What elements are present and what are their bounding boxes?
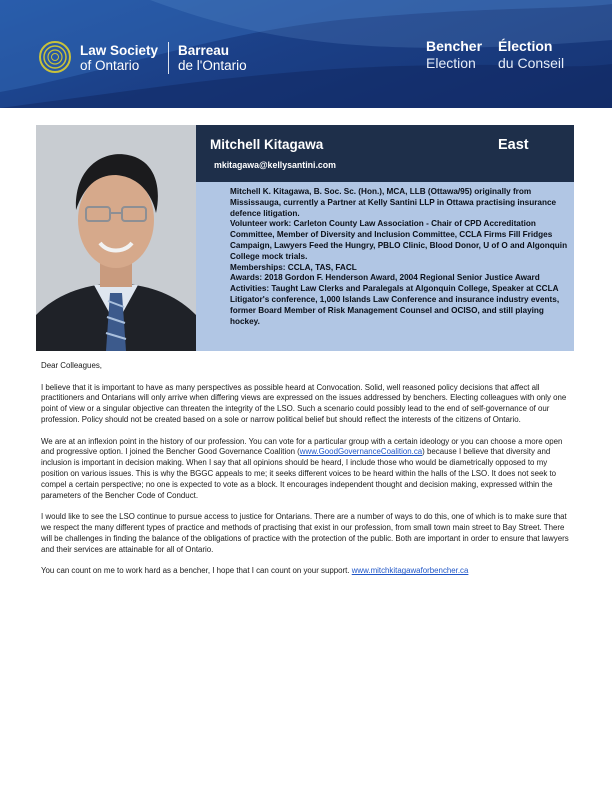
candidate-profile (36, 125, 574, 351)
bio-summary: Mitchell K. Kitagawa, B. Soc. Sc. (Hon.), MCA, LLB (Ottawa/95) originally from Mississauga, currently a Partner at Kelly Santini LLP in Ottawa practising insurance defence litigation. (230, 187, 557, 218)
candidate-email: mkitagawa@kellysantini.com (214, 160, 337, 170)
bencher-election-english (426, 38, 482, 72)
lso-fr-line2: de l'Ontario (178, 58, 247, 73)
letter-paragraph-1: I believe that it is important to have as many perspectives as possible heard at Convocation. Solid, well reasoned policy decisions that affect all practitioners and Ontarians will only arrive when differing views are expressed on the issues addressed by benchers. Electing colleagues with only one point of view or a singular objective can threaten the integrity of the LSO. Such a scenario could possibly lead to the end of self-governance of our profession. Policy should not be created based on a sole or narrow political belief but should reflect the interests of the citizens of Ontario. (41, 382, 567, 424)
bio-memberships: Memberships: CCLA, TAS, FACL (230, 262, 357, 272)
letter-paragraph-3: I would like to see the LSO continue to pursue access to justice for Ontarians. There are a number of ways to do this, one of which is to make sure that we respect the many different types of practice and methods of practising that exist in our profession, from small town main street to Bay Street. There will be challenges in finding the balance of the obligations of practice with the protection of the public. Both are important in order to ensure that lawyers and their services are attainable for all of Ontario. (41, 512, 569, 554)
candidate-bio-panel (196, 182, 574, 351)
lso-en-line1: Law Society (80, 43, 159, 58)
letter-closing (41, 566, 569, 577)
logo-divider (168, 42, 169, 74)
lso-fr-line1: Barreau (178, 43, 230, 58)
candidate-portrait-image (36, 125, 196, 351)
p2-text-1: We are at an inflexion point in the history of our profession. You can vote for a particular group with a certain ideology or you can choose a more open and progressive option. I joined the Bencher Good Governance Coalition ( (41, 436, 563, 457)
candidate-name-bar (196, 125, 574, 182)
bio-volunteer: Volunteer work: Carleton County Law Association - Chair of CPD Accreditation Committee, Member of Diversity and Inclusion Committee, CCLA Firms Fill Fridges Campaign, Lawyers Feed the Hungry, PBLO Clinic, Blood Donor, U of O and Algonquin College mock trials. (230, 219, 568, 261)
p2-text-2: ) because I believe that diversity and inclusion is important in decision making. When I say that all opinions should be heard, I include those who would be diametrically opposed to my position on various issues. This is why the BGGC appeals to me; it seeks different voices to be heard within the halls of the LSO. It does not seek to compel a certain perspective; no one is expected to vote as a block. It encourages independent thought and decision making, expressed within the parameters of the Bencher Code of Conduct. (41, 447, 557, 500)
bencher-fr-line2: du Conseil (498, 55, 565, 71)
lso-name-french (178, 43, 247, 73)
header-banner (0, 0, 612, 108)
letter-greeting: Dear Colleagues, (41, 361, 102, 370)
bencher-fr-line1: Élection (498, 38, 553, 54)
closing-text: You can count on me to work hard as a bencher, I hope that I can count on your support. (41, 566, 352, 576)
bencher-en-line2: Election (426, 55, 476, 71)
bio-activities: Activities: Taught Law Clerks and Paralegals at Algonquin College, Speaker at CCLA Litigator's conference, 1,000 Islands Law Conference and insurance industry events, former Board Member of Risk Management Counsel and OCISO, and still playing hockey. (230, 284, 560, 326)
letter-paragraph-2 (41, 437, 569, 502)
candidate-letter (41, 361, 569, 588)
candidate-photo (36, 125, 196, 351)
bencher-en-line1: Bencher (426, 38, 483, 54)
candidate-region: East (498, 137, 529, 153)
candidate-name: Mitchell Kitagawa (210, 137, 324, 152)
lso-en-line2: of Ontario (80, 58, 140, 73)
campaign-website-link[interactable]: www.mitchkitagawaforbencher.ca (351, 566, 469, 576)
bio-awards: Awards: 2018 Gordon F. Henderson Award, 2004 Regional Senior Justice Award (230, 273, 540, 283)
lso-name-english (80, 43, 158, 73)
bencher-election-french (498, 38, 564, 72)
coalition-link[interactable]: www.GoodGovernanceCoalition.ca (299, 447, 423, 457)
candidate-bio (230, 187, 570, 327)
lso-logo-icon (38, 40, 72, 74)
